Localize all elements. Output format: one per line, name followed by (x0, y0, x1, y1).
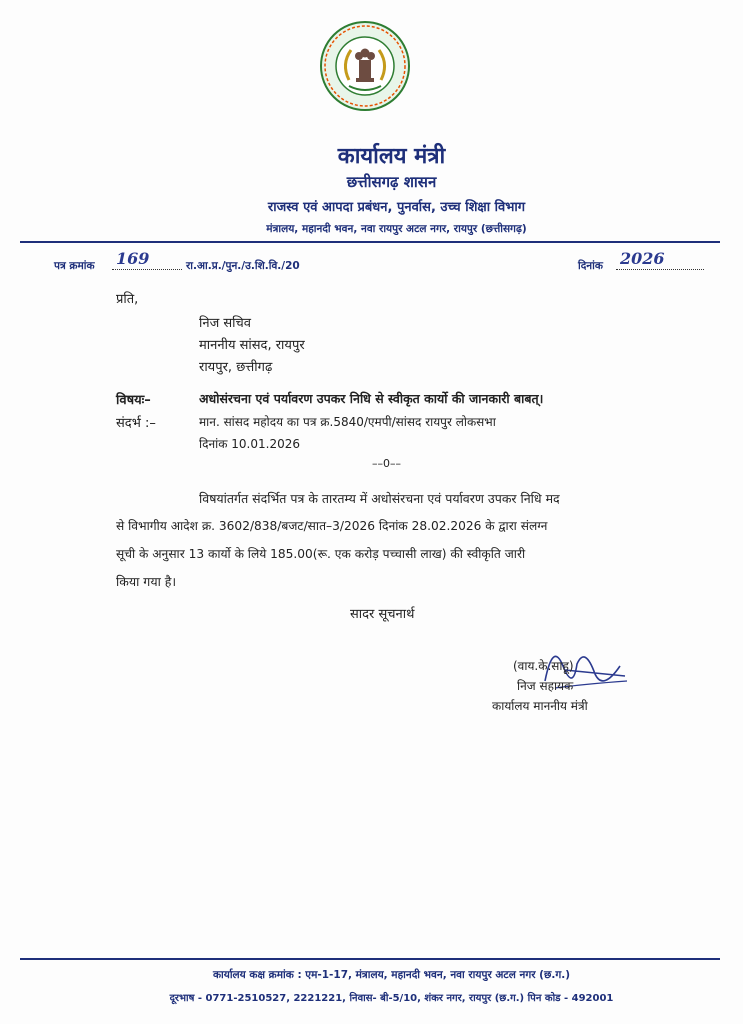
recipient-line-3: रायपुर, छत्तीगढ़ (199, 360, 273, 375)
subject-label: विषयः– (116, 393, 151, 408)
government-name: छत्तीसगढ़ शासन (346, 173, 437, 191)
paragraph-line-1: विषयांतर्गत संदर्भित पत्र के तारतम्य में अधोसंरचना एवं पर्यावरण उपकर निधि मद (199, 491, 560, 506)
letter-code: रा.आ.प्र./पुन./उ.शि.वि./20 (186, 260, 300, 272)
prati-label: प्रति, (116, 292, 139, 307)
state-emblem-icon (319, 20, 411, 112)
date-value: 2026 (620, 249, 665, 268)
subject-text: अधोसंरचना एवं पर्यावरण उपकर निधि से स्वीकृत कार्यो की जानकारी बाबत्। (199, 391, 544, 406)
paragraph-line-3: सूची के अनुसार 13 कार्यो के लिये 185.00(रू. एक करोड़ पच्चासी लाख) की स्वीकृति जारी (116, 547, 526, 561)
letter-number-label: पत्र क्रमांक (54, 260, 95, 272)
closing-text: सादर सूचनार्थ (350, 607, 415, 622)
reference-label: संदर्भ :– (116, 416, 156, 431)
footer-divider (20, 958, 720, 960)
date-label: दिनांक (578, 260, 603, 272)
footer-address: कार्यालय कक्ष क्रमांक : एम-1-17, मंत्रालय, महानदी भवन, नवा रायपुर अटल नगर (छ.ग.) (212, 969, 571, 981)
recipient-line-2: माननीय सांसद, रायपुर (199, 338, 305, 353)
office-title: कार्यालय मंत्री (337, 144, 446, 169)
letter-number-value: 169 (116, 249, 150, 268)
paragraph-line-2: से विभागीय आदेश क्र. 3602/838/बजट/सात–3/2026 दिनांक 28.02.2026 के द्वारा संलग्न (116, 519, 548, 533)
recipient-line-1: निज सचिव (199, 316, 251, 331)
reference-line-2: दिनांक 10.01.2026 (199, 437, 300, 451)
signatory-designation: निज सहायक (517, 679, 574, 693)
paragraph-line-4: किया गया है। (116, 574, 177, 589)
reference-line (54, 249, 704, 277)
signatory-name: (वाय.के.साहू) (513, 659, 574, 673)
header-divider (20, 241, 720, 243)
footer-contact: दूरभाष - 0771-2510527, 2221221, निवास- बी-5/10, शंकर नगर, रायपुर (छ.ग.) पिन कोड - 492001 (169, 993, 614, 1004)
department-name: राजस्व एवं आपदा प्रबंधन, पुनर्वास, उच्च शिक्षा विभाग (267, 200, 526, 215)
separator: ––0–– (372, 457, 401, 470)
signatory-office: कार्यालय माननीय मंत्री (492, 699, 588, 713)
reference-line-1: मान. सांसद महोदय का पत्र क्र.5840/एमपी/सांसद रायपुर लोकसभा (199, 415, 496, 429)
office-address: मंत्रालय, महानदी भवन, नवा रायपुर अटल नगर, रायपुर (छत्तीसगढ़) (266, 223, 527, 235)
